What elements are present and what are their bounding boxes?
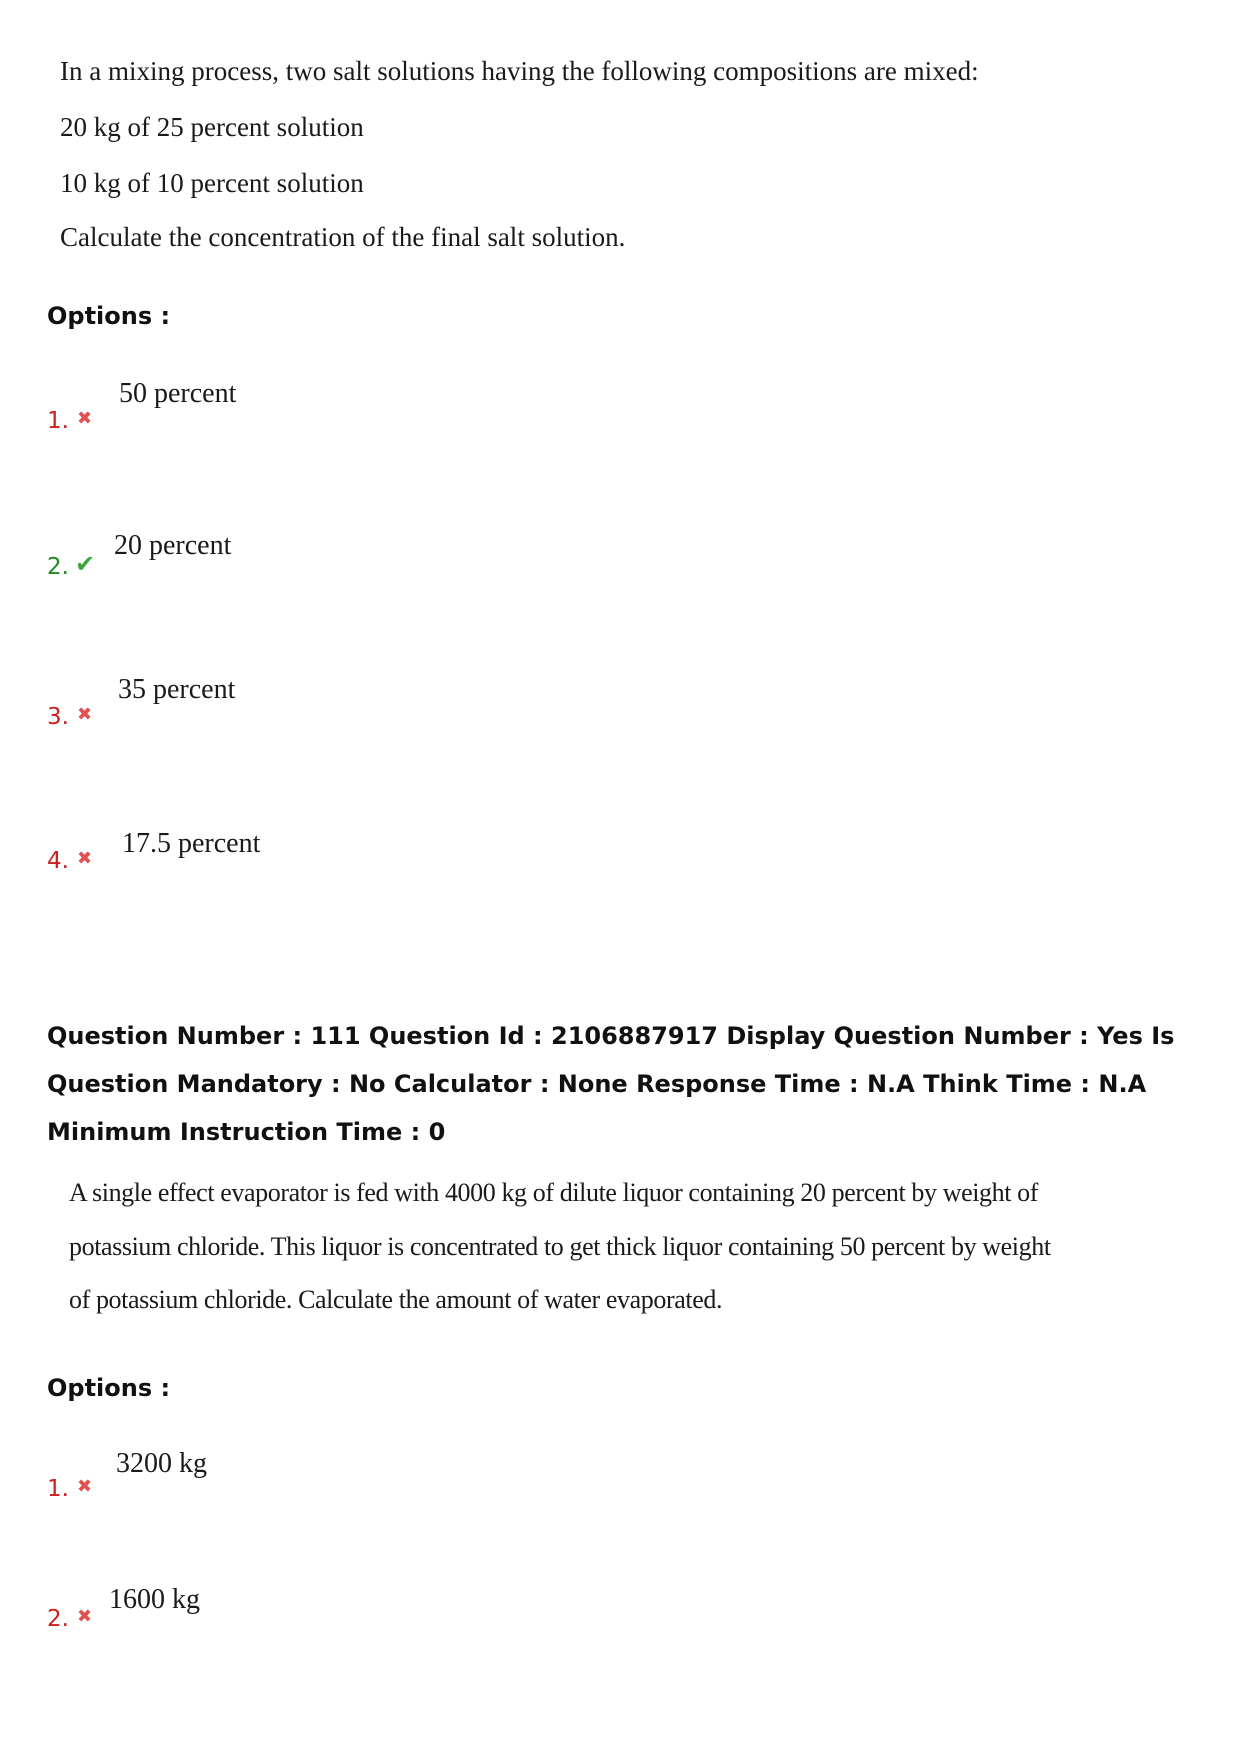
option-item xyxy=(47,828,447,888)
question-line: of potassium chloride. Calculate the amount of water evaporated. xyxy=(69,1285,723,1314)
cross-icon: ✖ xyxy=(77,408,93,429)
option-value: 50 percent xyxy=(119,378,237,409)
option-number: 2. xyxy=(47,1606,69,1632)
options-heading: Options : xyxy=(47,1374,171,1402)
option-item xyxy=(47,530,447,590)
cross-icon: ✖ xyxy=(77,704,93,725)
option-number: 3. xyxy=(47,704,69,730)
question-line: 10 kg of 10 percent solution xyxy=(60,168,364,198)
options-heading: Options : xyxy=(47,302,171,330)
option-item xyxy=(47,674,447,734)
question-line: potassium chloride. This liquor is concentrated to get thick liquor containing 50 percent by weight xyxy=(69,1232,1051,1261)
cross-icon: ✖ xyxy=(77,1476,93,1497)
question-meta: Question Number : 111 Question Id : 2106887917 Display Question Number : Yes Is Question Mandatory : No Calculator : None Response Time : N.A Think Time : N.A Minimum Instruction Time : 0 xyxy=(47,1022,1175,1146)
cross-icon: ✖ xyxy=(77,848,93,869)
question-line: Calculate the concentration of the final salt solution. xyxy=(60,222,626,252)
option-item xyxy=(47,378,447,438)
question-line: 20 kg of 25 percent solution xyxy=(60,112,364,142)
option-number: 4. xyxy=(47,848,69,874)
option-value: 3200 kg xyxy=(116,1448,207,1479)
option-item xyxy=(47,1448,447,1508)
question-line: In a mixing process, two salt solutions having the following compositions are mixed: xyxy=(60,56,979,86)
option-value: 35 percent xyxy=(118,674,236,705)
option-value: 1600 kg xyxy=(109,1584,200,1615)
option-value: 17.5 percent xyxy=(122,828,261,859)
option-number: 2. xyxy=(47,554,69,580)
question-line: A single effect evaporator is fed with 4000 kg of dilute liquor containing 20 percent by weight of xyxy=(69,1178,1039,1207)
cross-icon: ✖ xyxy=(77,1606,93,1627)
option-number: 1. xyxy=(47,408,69,434)
check-icon: ✔ xyxy=(75,550,96,578)
option-value: 20 percent xyxy=(114,530,232,561)
option-number: 1. xyxy=(47,1476,69,1502)
option-item xyxy=(47,1584,447,1644)
